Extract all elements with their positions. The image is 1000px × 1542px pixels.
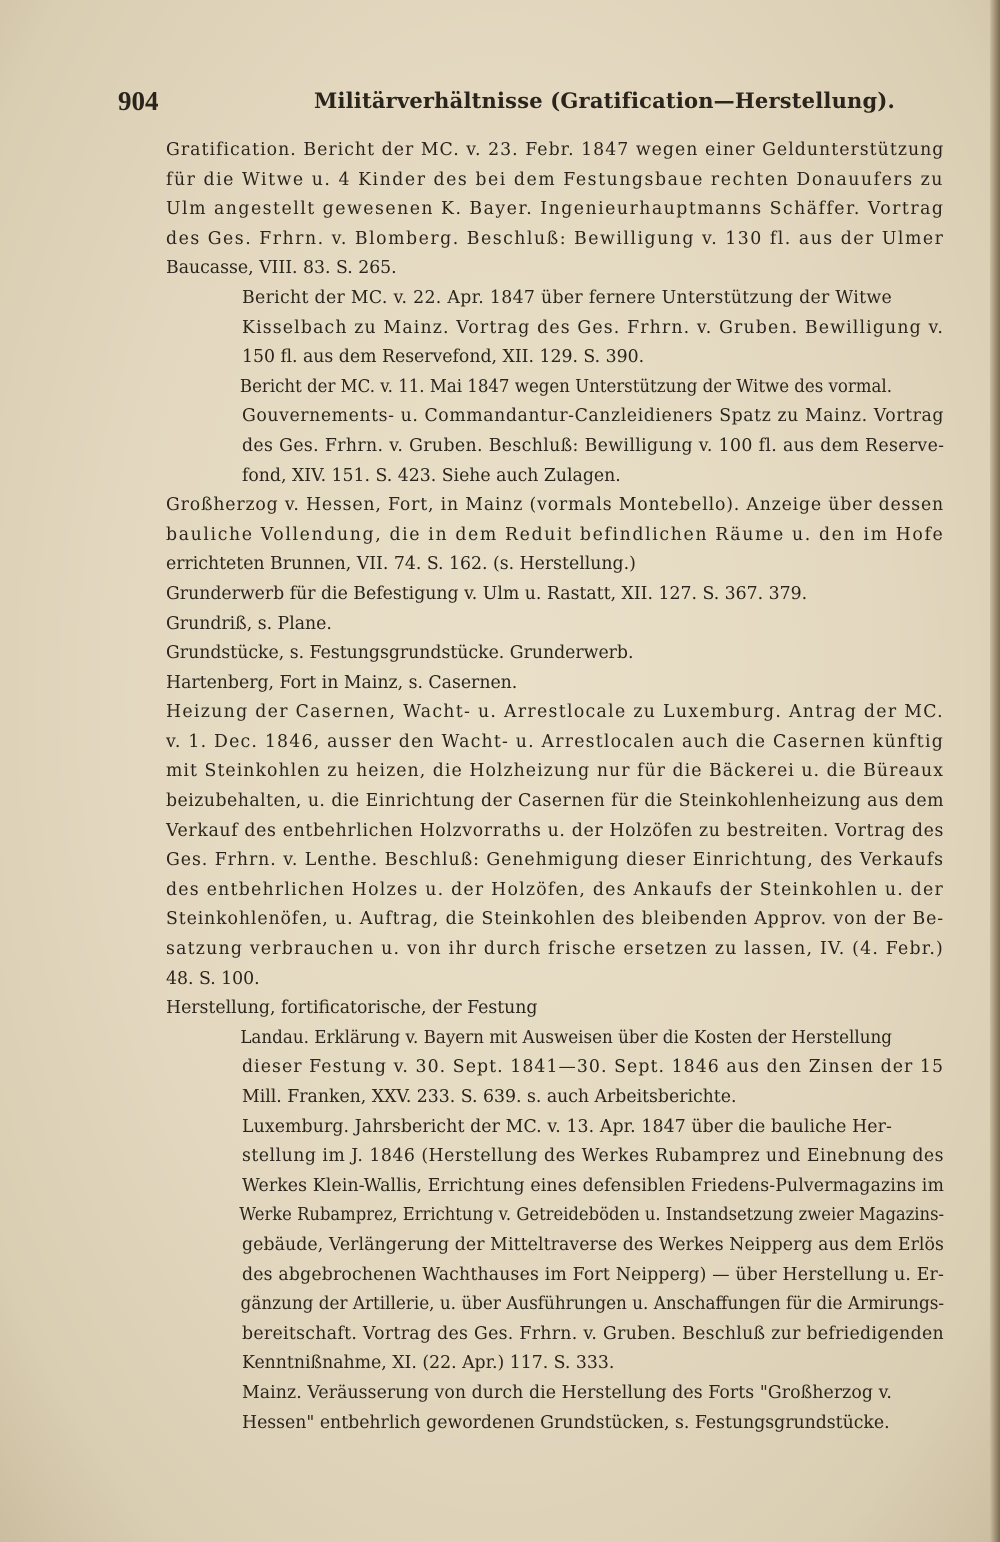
text-line: für die Witwe u. 4 Kinder des bei dem Festungsbaue rechten Donauufers zu xyxy=(166,169,944,190)
text-line: Verkauf des entbehrlichen Holzvorraths u. der Holzöfen zu bestreiten. Vortrag des xyxy=(166,820,945,841)
index-entry xyxy=(166,610,944,640)
text-line: des entbehrlichen Holzes u. der Holzöfen, des Ankaufs der Steinkohlen u. der xyxy=(166,879,944,900)
text-line: Mainz. Veräusserung von durch die Herstellung des Forts "Großherzog v. xyxy=(242,1382,893,1403)
text-line: fond, XIV. 151. S. 423. Siehe auch Zulagen. xyxy=(242,465,621,486)
page-number: 904 xyxy=(118,86,159,116)
index-subentry xyxy=(166,284,944,373)
text-line: 150 fl. aus dem Reservefond, XII. 129. S. 390. xyxy=(242,347,645,368)
index-entry xyxy=(166,136,944,284)
text-line: Großherzog v. Hessen, Fort, in Mainz (vormals Montebello). Anzeige über dessen xyxy=(166,495,944,516)
text-line: Mill. Franken, XXV. 233. S. 639. s. auch Arbeitsberichte. xyxy=(242,1087,737,1107)
text-line: Ges. Frhrn. v. Lenthe. Beschluß: Genehmigung dieser Einrichtung, des Verkaufs xyxy=(166,850,944,871)
running-title: Militärverhältnisse (Gratification—Herstellung). xyxy=(314,88,896,113)
text-line: satzung verbrauchen u. von ihr durch frische ersetzen zu lassen, IV. (4. Febr.) xyxy=(166,939,945,960)
text-line: gänzung der Artillerie, u. über Ausführungen u. Anschaffungen für die Armirungs- xyxy=(240,1294,945,1315)
index-entry xyxy=(166,698,944,994)
text-line: Bericht der MC. v. 11. Mai 1847 wegen Unterstützung der Witwe des vormal. xyxy=(239,376,892,397)
text-line: gebäude, Verlängerung der Mitteltraverse des Werkes Neipperg aus dem Erlös xyxy=(242,1234,944,1255)
text-line: bereitschaft. Vortrag des Ges. Frhrn. v. Gruben. Beschluß zur befriedigenden xyxy=(242,1323,944,1344)
text-line: Baucasse, VIII. 83. S. 265. xyxy=(166,258,397,279)
text-line: Herstellung, fortificatorische, der Festung xyxy=(166,998,538,1019)
text-line: Bericht der MC. v. 22. Apr. 1847 über fernere Unterstützung der Witwe xyxy=(242,287,893,308)
text-line: Hessen" entbehrlich gewordenen Grundstücken, s. Festungsgrundstücke. xyxy=(242,1412,890,1433)
text-line: Gratification. Bericht der MC. v. 23. Febr. 1847 wegen einer Geldunterstützung xyxy=(166,140,945,160)
text-line: Werkes Klein-Wallis, Errichtung eines defensiblen Friedens-Pulvermagazins im xyxy=(242,1175,944,1196)
index-subentry xyxy=(166,373,944,491)
text-line: Grundstücke, s. Festungsgrundstücke. Grunderwerb. xyxy=(166,643,634,664)
text-line: mit Steinkohlen zu heizen, die Holzheizung nur für die Bäckerei u. die Büreaux xyxy=(166,761,944,782)
text-line: beizubehalten, u. die Einrichtung der Casernen für die Steinkohlenheizung aus dem xyxy=(166,791,945,812)
text-line: dieser Festung v. 30. Sept. 1841—30. Sept. 1846 aus den Zinsen der 15 xyxy=(242,1057,945,1078)
text-line: Hartenberg, Fort in Mainz, s. Casernen. xyxy=(166,672,518,693)
text-line: Gouvernements- u. Commandantur-Canzleidieners Spatz zu Mainz. Vortrag xyxy=(242,406,945,427)
index-entry xyxy=(166,580,944,610)
index-text xyxy=(166,136,944,1438)
index-entry xyxy=(166,994,944,1024)
text-line: des Ges. Frhrn. v. Blomberg. Beschluß: Bewilligung v. 130 fl. aus der Ulmer xyxy=(166,228,945,249)
index-entry xyxy=(166,669,944,699)
text-line: stellung im J. 1846 (Herstellung des Werkes Rubamprez und Einebnung des xyxy=(242,1146,945,1167)
text-line: Heizung der Casernen, Wacht- u. Arrestlocale zu Luxemburg. Antrag der MC. xyxy=(166,702,944,723)
index-entry xyxy=(166,491,944,580)
text-line: Kenntnißnahme, XI. (22. Apr.) 117. S. 333. xyxy=(242,1353,615,1374)
text-line: Grunderwerb für die Befestigung v. Ulm u. Rastatt, XII. 127. S. 367. 379. xyxy=(166,583,808,604)
text-line: Ulm angestellt gewesenen K. Bayer. Ingenieurhauptmanns Schäffer. Vortrag xyxy=(166,199,945,220)
index-subentry xyxy=(166,1113,944,1379)
text-line: bauliche Vollendung, die in dem Reduit befindlichen Räume u. den im Hofe xyxy=(166,524,945,545)
index-subentry xyxy=(166,1379,944,1438)
text-line: Grundriß, s. Plane. xyxy=(166,613,332,634)
text-line: des Ges. Frhrn. v. Gruben. Beschluß: Bewilligung v. 100 fl. aus dem Reserve- xyxy=(242,435,945,456)
text-line: errichteten Brunnen, VII. 74. S. 162. (s. Herstellung.) xyxy=(166,554,636,575)
index-entry xyxy=(166,639,944,669)
page-edge-shadow xyxy=(990,0,1000,1542)
text-line: des abgebrochenen Wachthauses im Fort Neipperg) — über Herstellung u. Er- xyxy=(242,1264,944,1285)
text-line: Luxemburg. Jahrsbericht der MC. v. 13. Apr. 1847 über die bauliche Her- xyxy=(242,1116,892,1137)
text-line: Landau. Erklärung v. Bayern mit Ausweisen über die Kosten der Herstellung xyxy=(240,1027,892,1048)
text-line: v. 1. Dec. 1846, ausser den Wacht- u. Arrestlocalen auch die Casernen künftig xyxy=(166,731,944,752)
index-subentry xyxy=(166,1024,944,1113)
text-line: 48. S. 100. xyxy=(166,968,260,989)
text-line: Steinkohlenöfen, u. Auftrag, die Steinkohlen des bleibenden Approv. von der Be- xyxy=(166,909,944,930)
text-line: Werke Rubamprez, Errichtung v. Getreideböden u. Instandsetzung zweier Magazins- xyxy=(239,1205,945,1226)
text-line: Kisselbach zu Mainz. Vortrag des Ges. Frhrn. v. Gruben. Bewilligung v. xyxy=(242,317,944,338)
page-header xyxy=(118,86,918,122)
